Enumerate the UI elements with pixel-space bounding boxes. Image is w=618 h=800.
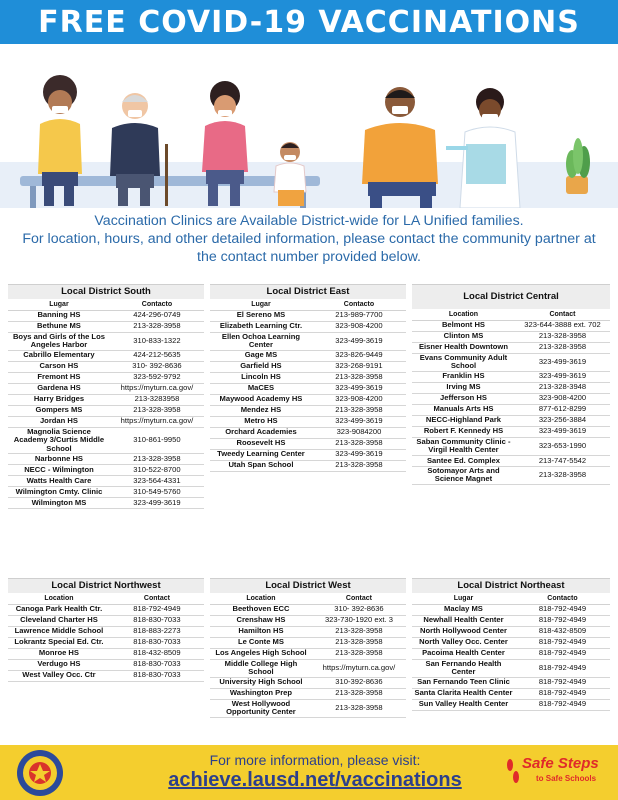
table-row — [412, 604, 610, 615]
contact-cell: 323-499-3619 — [515, 353, 610, 371]
table-row — [412, 371, 610, 382]
contact-cell: 323-499-3619 — [312, 416, 406, 427]
table-row — [210, 604, 406, 615]
col-header-contact: Contacto — [110, 299, 204, 310]
table-row — [8, 670, 204, 681]
contact-cell: 323-653-1990 — [515, 437, 610, 455]
table-row — [210, 626, 406, 637]
table-row — [210, 648, 406, 659]
location-cell: Lawrence Middle School — [8, 626, 110, 637]
contact-cell: 323-644-3888 ext. 702 — [515, 320, 610, 331]
location-cell: Belmont HS — [412, 320, 515, 331]
contact-cell: 323-268-9191 — [312, 361, 406, 372]
location-cell: Harry Bridges — [8, 394, 110, 405]
person-child — [274, 142, 306, 206]
contact-cell: 310-549-5760 — [110, 487, 204, 498]
contact-cell: 818-792-4949 — [515, 604, 610, 615]
vaccination-illustration — [0, 44, 618, 208]
contact-cell: 818-792-4949 — [110, 604, 204, 615]
location-cell: Eisner Health Downtown — [412, 342, 515, 353]
safe-steps-title: Safe Steps — [522, 755, 599, 772]
location-cell: North Hollywood Center — [412, 626, 515, 637]
table-row — [412, 659, 610, 677]
table-row — [8, 615, 204, 626]
col-header-location: Location — [210, 593, 312, 604]
location-cell: West Valley Occ. Ctr — [8, 670, 110, 681]
contact-cell: 213-3283958 — [110, 394, 204, 405]
location-cell: Maclay MS — [412, 604, 515, 615]
table-row — [8, 659, 204, 670]
table-row — [412, 677, 610, 688]
location-cell: Los Angeles High School — [210, 648, 312, 659]
location-cell: Tweedy Learning Center — [210, 449, 312, 460]
location-cell: Gardena HS — [8, 383, 110, 394]
table-row — [412, 626, 610, 637]
location-cell: Jefferson HS — [412, 393, 515, 404]
clinic-table — [210, 299, 406, 472]
table-row — [210, 394, 406, 405]
table-row — [412, 404, 610, 415]
contact-cell: 818-792-4949 — [515, 699, 610, 710]
contact-cell: 323-499-3619 — [312, 449, 406, 460]
location-cell: Sotomayor Arts and Science Magnet — [412, 466, 515, 484]
table-row — [8, 648, 204, 659]
location-cell: Pacoima Health Center — [412, 648, 515, 659]
contact-cell: 213-328-3958 — [312, 648, 406, 659]
contact-cell: 818-792-4949 — [515, 648, 610, 659]
col-header-location: Location — [412, 309, 515, 320]
clinic-rows — [412, 604, 610, 710]
contact-cell: 323-730-1920 ext. 3 — [312, 615, 406, 626]
table-row — [210, 361, 406, 372]
location-cell: Bethune MS — [8, 321, 110, 332]
location-cell: Carson HS — [8, 361, 110, 372]
location-cell: Banning HS — [8, 310, 110, 321]
clinic-table — [8, 593, 204, 682]
district-title: Local District Central — [412, 285, 610, 309]
location-cell: Utah Span School — [210, 460, 312, 471]
table-row — [8, 405, 204, 416]
contact-cell: 323-499-3619 — [515, 371, 610, 382]
clinic-table — [412, 593, 610, 711]
page-footer — [0, 745, 618, 800]
district-title: Local District Northwest — [8, 579, 204, 593]
page-header — [0, 0, 618, 44]
location-cell: Roosevelt HS — [210, 438, 312, 449]
location-cell: Gage MS — [210, 350, 312, 361]
people-illustration — [0, 44, 618, 208]
location-cell: NECC - Wilmington — [8, 465, 110, 476]
table-row — [210, 416, 406, 427]
contact-cell: 818-792-4949 — [515, 659, 610, 677]
location-cell: Robert F. Kennedy HS — [412, 426, 515, 437]
contact-cell: 310-861-9950 — [110, 427, 204, 454]
table-row — [210, 321, 406, 332]
location-cell: Metro HS — [210, 416, 312, 427]
contact-cell: 310- 392-8636 — [110, 361, 204, 372]
clinic-rows — [412, 320, 610, 485]
plant-icon — [566, 138, 590, 194]
location-cell: Watts Health Care — [8, 476, 110, 487]
contact-cell: 310-522-8700 — [110, 465, 204, 476]
col-header-contact: Contacto — [515, 593, 610, 604]
location-cell: Saban Community Clinic - Virgil Health Center — [412, 437, 515, 455]
location-cell: Maywood Academy HS — [210, 394, 312, 405]
contact-cell: https://myturn.ca.gov/ — [110, 416, 204, 427]
col-header-location: Lugar — [412, 593, 515, 604]
table-row — [210, 637, 406, 648]
clinic-rows — [210, 310, 406, 471]
clinic-table — [412, 309, 610, 485]
table-row — [412, 382, 610, 393]
table-row — [210, 405, 406, 416]
contact-cell: 213-328-3958 — [515, 466, 610, 484]
contact-cell: 310-833-1322 — [110, 332, 204, 350]
location-cell: Washington Prep — [210, 688, 312, 699]
table-row — [8, 454, 204, 465]
district-title: Local District South — [8, 285, 204, 299]
contact-cell: 213-328-3958 — [312, 438, 406, 449]
contact-cell: 213-328-3958 — [312, 699, 406, 717]
table-row — [8, 498, 204, 509]
location-cell: Beethoven ECC — [210, 604, 312, 615]
location-cell: Le Conte MS — [210, 637, 312, 648]
location-cell: Monroe HS — [8, 648, 110, 659]
table-row — [412, 353, 610, 371]
contact-cell: 818-883-2273 — [110, 626, 204, 637]
table-row — [8, 394, 204, 405]
contact-cell: 323-826-9449 — [312, 350, 406, 361]
contact-cell: 323-499-3619 — [312, 383, 406, 394]
table-row — [8, 476, 204, 487]
location-cell: El Sereno MS — [210, 310, 312, 321]
location-cell: Ellen Ochoa Learning Center — [210, 332, 312, 350]
district-title: Local District West — [210, 579, 406, 593]
intro-line-1: Vaccination Clinics are Available District-wide for LA Unified families. — [94, 213, 524, 229]
contact-cell: 213-328-3948 — [515, 382, 610, 393]
location-cell: Jordan HS — [8, 416, 110, 427]
contact-cell: 323-564-4331 — [110, 476, 204, 487]
col-header-contact: Contacto — [312, 299, 406, 310]
table-row — [210, 350, 406, 361]
table-row — [8, 487, 204, 498]
person-man-orange — [362, 87, 438, 208]
table-row — [412, 331, 610, 342]
contact-cell: 213-328-3958 — [515, 331, 610, 342]
col-header-contact: Contact — [312, 593, 406, 604]
location-cell: Lokrantz Special Ed. Ctr. — [8, 637, 110, 648]
location-cell: Middle College High School — [210, 659, 312, 677]
clinic-table — [210, 593, 406, 718]
contact-cell: 877-612-8299 — [515, 404, 610, 415]
table-row — [8, 427, 204, 454]
contact-cell: 818-792-4949 — [515, 688, 610, 699]
table-row — [412, 637, 610, 648]
district-south-table — [8, 284, 204, 509]
contact-cell: 323-908-4200 — [312, 394, 406, 405]
col-header-contact: Contact — [515, 309, 610, 320]
district-northwest-table — [8, 578, 204, 682]
location-cell: Sun Valley Health Center — [412, 699, 515, 710]
table-row — [412, 320, 610, 331]
table-row — [8, 416, 204, 427]
table-row — [8, 321, 204, 332]
location-cell: Irving MS — [412, 382, 515, 393]
table-row — [412, 415, 610, 426]
table-row — [210, 699, 406, 717]
table-row — [210, 460, 406, 471]
district-title: Local District Northeast — [412, 579, 610, 593]
contact-cell: 213-328-3958 — [312, 372, 406, 383]
col-header-location: Lugar — [8, 299, 110, 310]
table-row — [412, 342, 610, 353]
table-row — [8, 383, 204, 394]
location-cell: Lincoln HS — [210, 372, 312, 383]
contact-cell: 213-328-3958 — [110, 405, 204, 416]
table-row — [210, 615, 406, 626]
location-cell: NECC-Highland Park — [412, 415, 515, 426]
location-cell: Hamilton HS — [210, 626, 312, 637]
contact-cell: https://myturn.ca.gov/ — [312, 659, 406, 677]
location-cell: University High School — [210, 677, 312, 688]
location-cell: Franklin HS — [412, 371, 515, 382]
contact-cell: 424-212-5635 — [110, 350, 204, 361]
location-cell: San Fernando Teen Clinic — [412, 677, 515, 688]
location-cell: Verdugo HS — [8, 659, 110, 670]
contact-cell: 818-830-7033 — [110, 670, 204, 681]
contact-cell: 323-592-9792 — [110, 372, 204, 383]
location-cell: San Fernando Health Center — [412, 659, 515, 677]
contact-cell: 818-830-7033 — [110, 637, 204, 648]
location-cell: West Hollywood Opportunity Center — [210, 699, 312, 717]
clinic-rows — [8, 604, 204, 681]
location-cell: Wilmington Cmty. Clinic — [8, 487, 110, 498]
contact-cell: 818-830-7033 — [110, 615, 204, 626]
table-row — [8, 372, 204, 383]
location-cell: Fremont HS — [8, 372, 110, 383]
safe-steps-logo — [506, 755, 610, 791]
location-cell: Mendez HS — [210, 405, 312, 416]
location-cell: MaCES — [210, 383, 312, 394]
location-cell: Boys and Girls of the Los Angeles Harbor — [8, 332, 110, 350]
contact-cell: 213-328-3958 — [312, 405, 406, 416]
contact-cell: 213-328-3958 — [312, 460, 406, 471]
location-cell: Clinton MS — [412, 331, 515, 342]
location-cell: Gompers MS — [8, 405, 110, 416]
table-row — [412, 455, 610, 466]
district-central-table — [412, 284, 610, 485]
contact-cell: 213-328-3958 — [110, 321, 204, 332]
table-row — [412, 466, 610, 484]
table-row — [8, 604, 204, 615]
table-row — [8, 332, 204, 350]
location-cell: Newhall Health Center — [412, 615, 515, 626]
table-row — [210, 659, 406, 677]
table-row — [8, 637, 204, 648]
table-row — [8, 465, 204, 476]
contact-cell: 213-328-3958 — [312, 637, 406, 648]
contact-cell: 424-296-0749 — [110, 310, 204, 321]
location-cell: Elizabeth Learning Ctr. — [210, 321, 312, 332]
contact-cell: 323-908-4200 — [312, 321, 406, 332]
table-row — [412, 699, 610, 710]
location-cell: Evans Community Adult School — [412, 353, 515, 371]
location-cell: Crenshaw HS — [210, 615, 312, 626]
safe-steps-subtitle: to Safe Schools — [536, 774, 597, 783]
intro-text — [0, 212, 618, 266]
contact-cell: 818-792-4949 — [515, 615, 610, 626]
table-row — [210, 677, 406, 688]
clinic-table — [8, 299, 204, 509]
contact-cell: 213-328-3958 — [312, 626, 406, 637]
contact-cell: 213-328-3958 — [312, 688, 406, 699]
table-row — [210, 372, 406, 383]
location-cell: Narbonne HS — [8, 454, 110, 465]
contact-cell: 323-499-3619 — [312, 332, 406, 350]
contact-cell: 323-9084200 — [312, 427, 406, 438]
col-header-location: Location — [8, 593, 110, 604]
table-row — [210, 449, 406, 460]
table-row — [210, 688, 406, 699]
location-cell: Magnolia Science Academy 3/Curtis Middle School — [8, 427, 110, 454]
syringe-icon — [446, 146, 468, 150]
location-cell: Canoga Park Health Ctr. — [8, 604, 110, 615]
contact-cell: 818-830-7033 — [110, 659, 204, 670]
col-header-contact: Contact — [110, 593, 204, 604]
col-header-location: Lugar — [210, 299, 312, 310]
location-cell: Wilmington MS — [8, 498, 110, 509]
table-row — [412, 393, 610, 404]
clinic-rows — [210, 604, 406, 717]
location-cell: Santa Clarita Health Center — [412, 688, 515, 699]
contact-cell: 818-792-4949 — [515, 677, 610, 688]
contact-cell: 323-908-4200 — [515, 393, 610, 404]
contact-cell: 213-989-7700 — [312, 310, 406, 321]
contact-cell: 323-499-3619 — [515, 426, 610, 437]
footprints-icon — [506, 757, 520, 787]
page-title: FREE COVID-19 VACCINATIONS — [38, 4, 580, 40]
table-row — [210, 383, 406, 394]
contact-cell: 818-432-8509 — [515, 626, 610, 637]
more-info-text: For more information, please visit: — [209, 752, 421, 768]
clinic-rows — [8, 310, 204, 509]
location-cell: Garfield HS — [210, 361, 312, 372]
contact-cell: 323-499-3619 — [110, 498, 204, 509]
vaccinations-link[interactable]: achieve.lausd.net/vaccinations — [168, 769, 462, 791]
location-cell: Orchard Academies — [210, 427, 312, 438]
contact-cell: 213-328-3958 — [110, 454, 204, 465]
intro-line-2: For location, hours, and other detailed information, please contact the community partner at — [22, 231, 596, 247]
table-row — [412, 437, 610, 455]
contact-cell: 213-747-5542 — [515, 455, 610, 466]
location-cell: North Valley Occ. Center — [412, 637, 515, 648]
table-row — [210, 427, 406, 438]
district-title: Local District East — [210, 285, 406, 299]
contact-cell: https://myturn.ca.gov/ — [110, 383, 204, 394]
intro-line-3: the contact number provided below. — [197, 249, 421, 265]
table-row — [412, 648, 610, 659]
table-row — [412, 688, 610, 699]
contact-cell: 310- 392-8636 — [312, 604, 406, 615]
lausd-seal-icon — [16, 749, 64, 797]
district-northeast-table — [412, 578, 610, 711]
table-row — [210, 332, 406, 350]
contact-cell: 818-792-4949 — [515, 637, 610, 648]
contact-cell: 323-256-3884 — [515, 415, 610, 426]
contact-cell: 213-328-3958 — [515, 342, 610, 353]
table-row — [8, 350, 204, 361]
contact-cell: 818-432-8509 — [110, 648, 204, 659]
district-west-table — [210, 578, 406, 718]
location-cell: Cleveland Charter HS — [8, 615, 110, 626]
table-row — [8, 626, 204, 637]
location-cell: Manuals Arts HS — [412, 404, 515, 415]
district-east-table — [210, 284, 406, 472]
table-row — [210, 438, 406, 449]
location-cell: Cabrillo Elementary — [8, 350, 110, 361]
contact-cell: 310-392-8636 — [312, 677, 406, 688]
table-row — [412, 615, 610, 626]
table-row — [412, 426, 610, 437]
location-cell: Santee Ed. Complex — [412, 455, 515, 466]
table-row — [210, 310, 406, 321]
table-row — [8, 361, 204, 372]
table-row — [8, 310, 204, 321]
